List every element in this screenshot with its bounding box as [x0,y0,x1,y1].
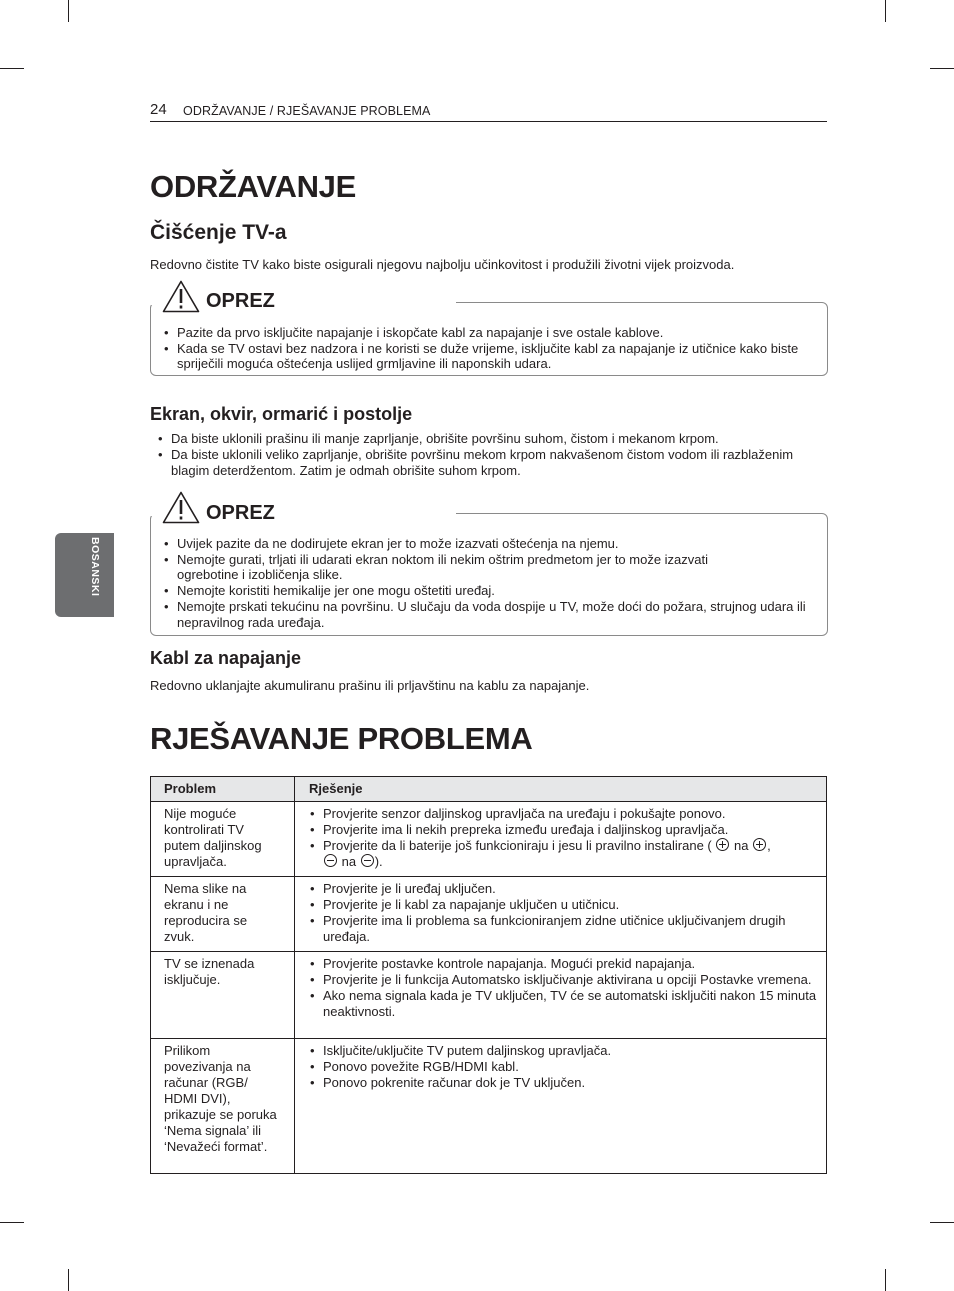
solution-item: • Provjerite je li kabl za napajanje uključen u utičnicu. [309,897,818,913]
warning-triangle-icon [162,280,200,313]
crop-mark [0,68,24,69]
cleaning-intro: Redovno čistite TV kako biste osigurali njegovu najbolju učinkovitost i produžili životni vijek proizvoda. [150,257,735,272]
caution-box-cleaning [150,290,828,376]
solution-item: • Provjerite je li uređaj uključen. [309,881,818,897]
warning-triangle-icon [162,491,200,524]
solution-item: • Provjerite ima li nekih prepreka između uređaja i daljinskog upravljača. [309,822,818,838]
screen-heading: Ekran, okvir, ormarić i postolje [150,404,413,424]
problem-cell: Nema slike na ekranu i ne reproducira se zvuk. [151,877,295,952]
crop-mark [885,1269,886,1291]
battery-text: Provjerite da li baterije još funkcioniraju i jesu li pravilno instalirane ( [323,838,712,853]
running-title: ODRŽAVANJE / RJEŠAVANJE PROBLEMA [183,104,431,118]
list-item: • Da biste uklonili prašinu ili manje zaprljanje, obrišite površinu suhom, čistom i mekanom krpom. [157,431,797,447]
solution-item: • Provjerite ima li problema sa funkcioniranjem zidne utičnice uključivanjem drugih uređaja. [309,913,818,945]
battery-na: na [734,838,749,853]
caution-box-screen [150,502,828,636]
solution-cell [295,952,827,1039]
table-row [151,877,827,952]
page-number: 24 [150,101,167,118]
power-cord-text: Redovno uklanjajte akumuliranu prašinu ili prljavštinu na kablu za napajanje. [150,678,590,693]
cleaning-heading: Čišćenje TV-a [150,221,287,244]
table-row [151,1039,827,1174]
crop-mark [68,0,69,22]
page-header [150,101,827,122]
solution-cell [295,877,827,952]
caution-item: • Nemojte prskati tekućinu na površinu. U slučaju da voda dospije u TV, može doći do požara, strujnog udara ili nepravilnog rada uređaja. [163,599,813,630]
table-row [151,802,827,877]
caution-item: • Nemojte gurati, trljati ili udarati ekran noktom ili nekim oštrim predmetom jer to može izazvati ogrebotine i izobličenja slike. [163,552,813,583]
minus-symbol-icon [324,854,337,867]
caution-item: • Pazite da prvo isključite napajanje i iskopčate kabl za napajanje i sve ostale kablove. [163,325,803,341]
plus-symbol-icon [716,838,729,851]
table-row [151,952,827,1039]
solution-cell [295,1039,827,1174]
troubleshooting-table [150,776,827,1174]
caution-list [163,325,803,372]
language-tab [55,533,114,617]
battery-end: ). [374,854,383,869]
solution-item: • Ponovo povežite RGB/HDMI kabl. [309,1059,818,1075]
language-tab-label: BOSANSKI [89,537,101,597]
caution-item: • Uvijek pazite da ne dodirujete ekran jer to može izazvati oštećenja na njemu. [163,536,813,552]
solution-item: • Provjerite postavke kontrole napajanja. Mogući prekid napajanja. [309,956,818,972]
battery-sep: , [767,838,771,853]
crop-mark [68,1269,69,1291]
solution-item [309,838,818,870]
caution-title: OPREZ [206,502,275,524]
problem-cell: Prilikom povezivanja na računar (RGB/ HDMI DVI), prikazuje se poruka ‘Nema signala’ ili ‘Nevažeći format’. [151,1039,295,1174]
power-cord-heading: Kabl za napajanje [150,648,302,668]
battery-na: na [341,854,357,869]
solution-item: • Isključite/uključite TV putem daljinskog upravljača. [309,1043,818,1059]
minus-symbol-icon [361,854,374,867]
caution-item: • Kada se TV ostavi bez nadzora i ne koristi se duže vrijeme, isključite kabl za napajanje iz utičnice kako biste spriječili moguća oštećenja uslijed grmljavine ili naponskih udara. [163,341,803,372]
crop-mark [930,1222,954,1223]
crop-mark [930,68,954,69]
maintenance-title: ODRŽAVANJE [150,169,356,204]
problem-cell: Nije moguće kontrolirati TV putem daljinskog upravljača. [151,802,295,877]
column-header-solution: Rješenje [295,777,827,802]
solution-cell [295,802,827,877]
crop-mark [0,1222,24,1223]
caution-list [163,536,813,630]
solution-item: • Provjerite senzor daljinskog upravljača na uređaju i pokušajte ponovo. [309,806,818,822]
list-item: • Da biste uklonili veliko zaprljanje, obrišite površinu mekom krpom nakvašenom čistom vodom ili razblaženim blagim deterdžentom. Zatim je odmah obrišite suhom krpom. [157,447,797,479]
plus-symbol-icon [753,838,766,851]
caution-title: OPREZ [206,290,275,312]
solution-item: • Ponovo pokrenite računar dok je TV uključen. [309,1075,818,1091]
column-header-problem: Problem [151,777,295,802]
solution-item: • Ako nema signala kada je TV uključen, TV će se automatski isključiti nakon 15 minuta neaktivnosti. [309,988,818,1020]
screen-list [157,431,797,479]
problem-cell: TV se iznenada isključuje. [151,952,295,1039]
solution-item: • Provjerite je li funkcija Automatsko isključivanje aktivirana u opciji Postavke vremena. [309,972,818,988]
troubleshooting-title: RJEŠAVANJE PROBLEMA [150,721,533,756]
caution-item: • Nemojte koristiti hemikalije jer one mogu oštetiti uređaj. [163,583,813,599]
crop-mark [885,0,886,22]
table-header-row [151,777,827,802]
